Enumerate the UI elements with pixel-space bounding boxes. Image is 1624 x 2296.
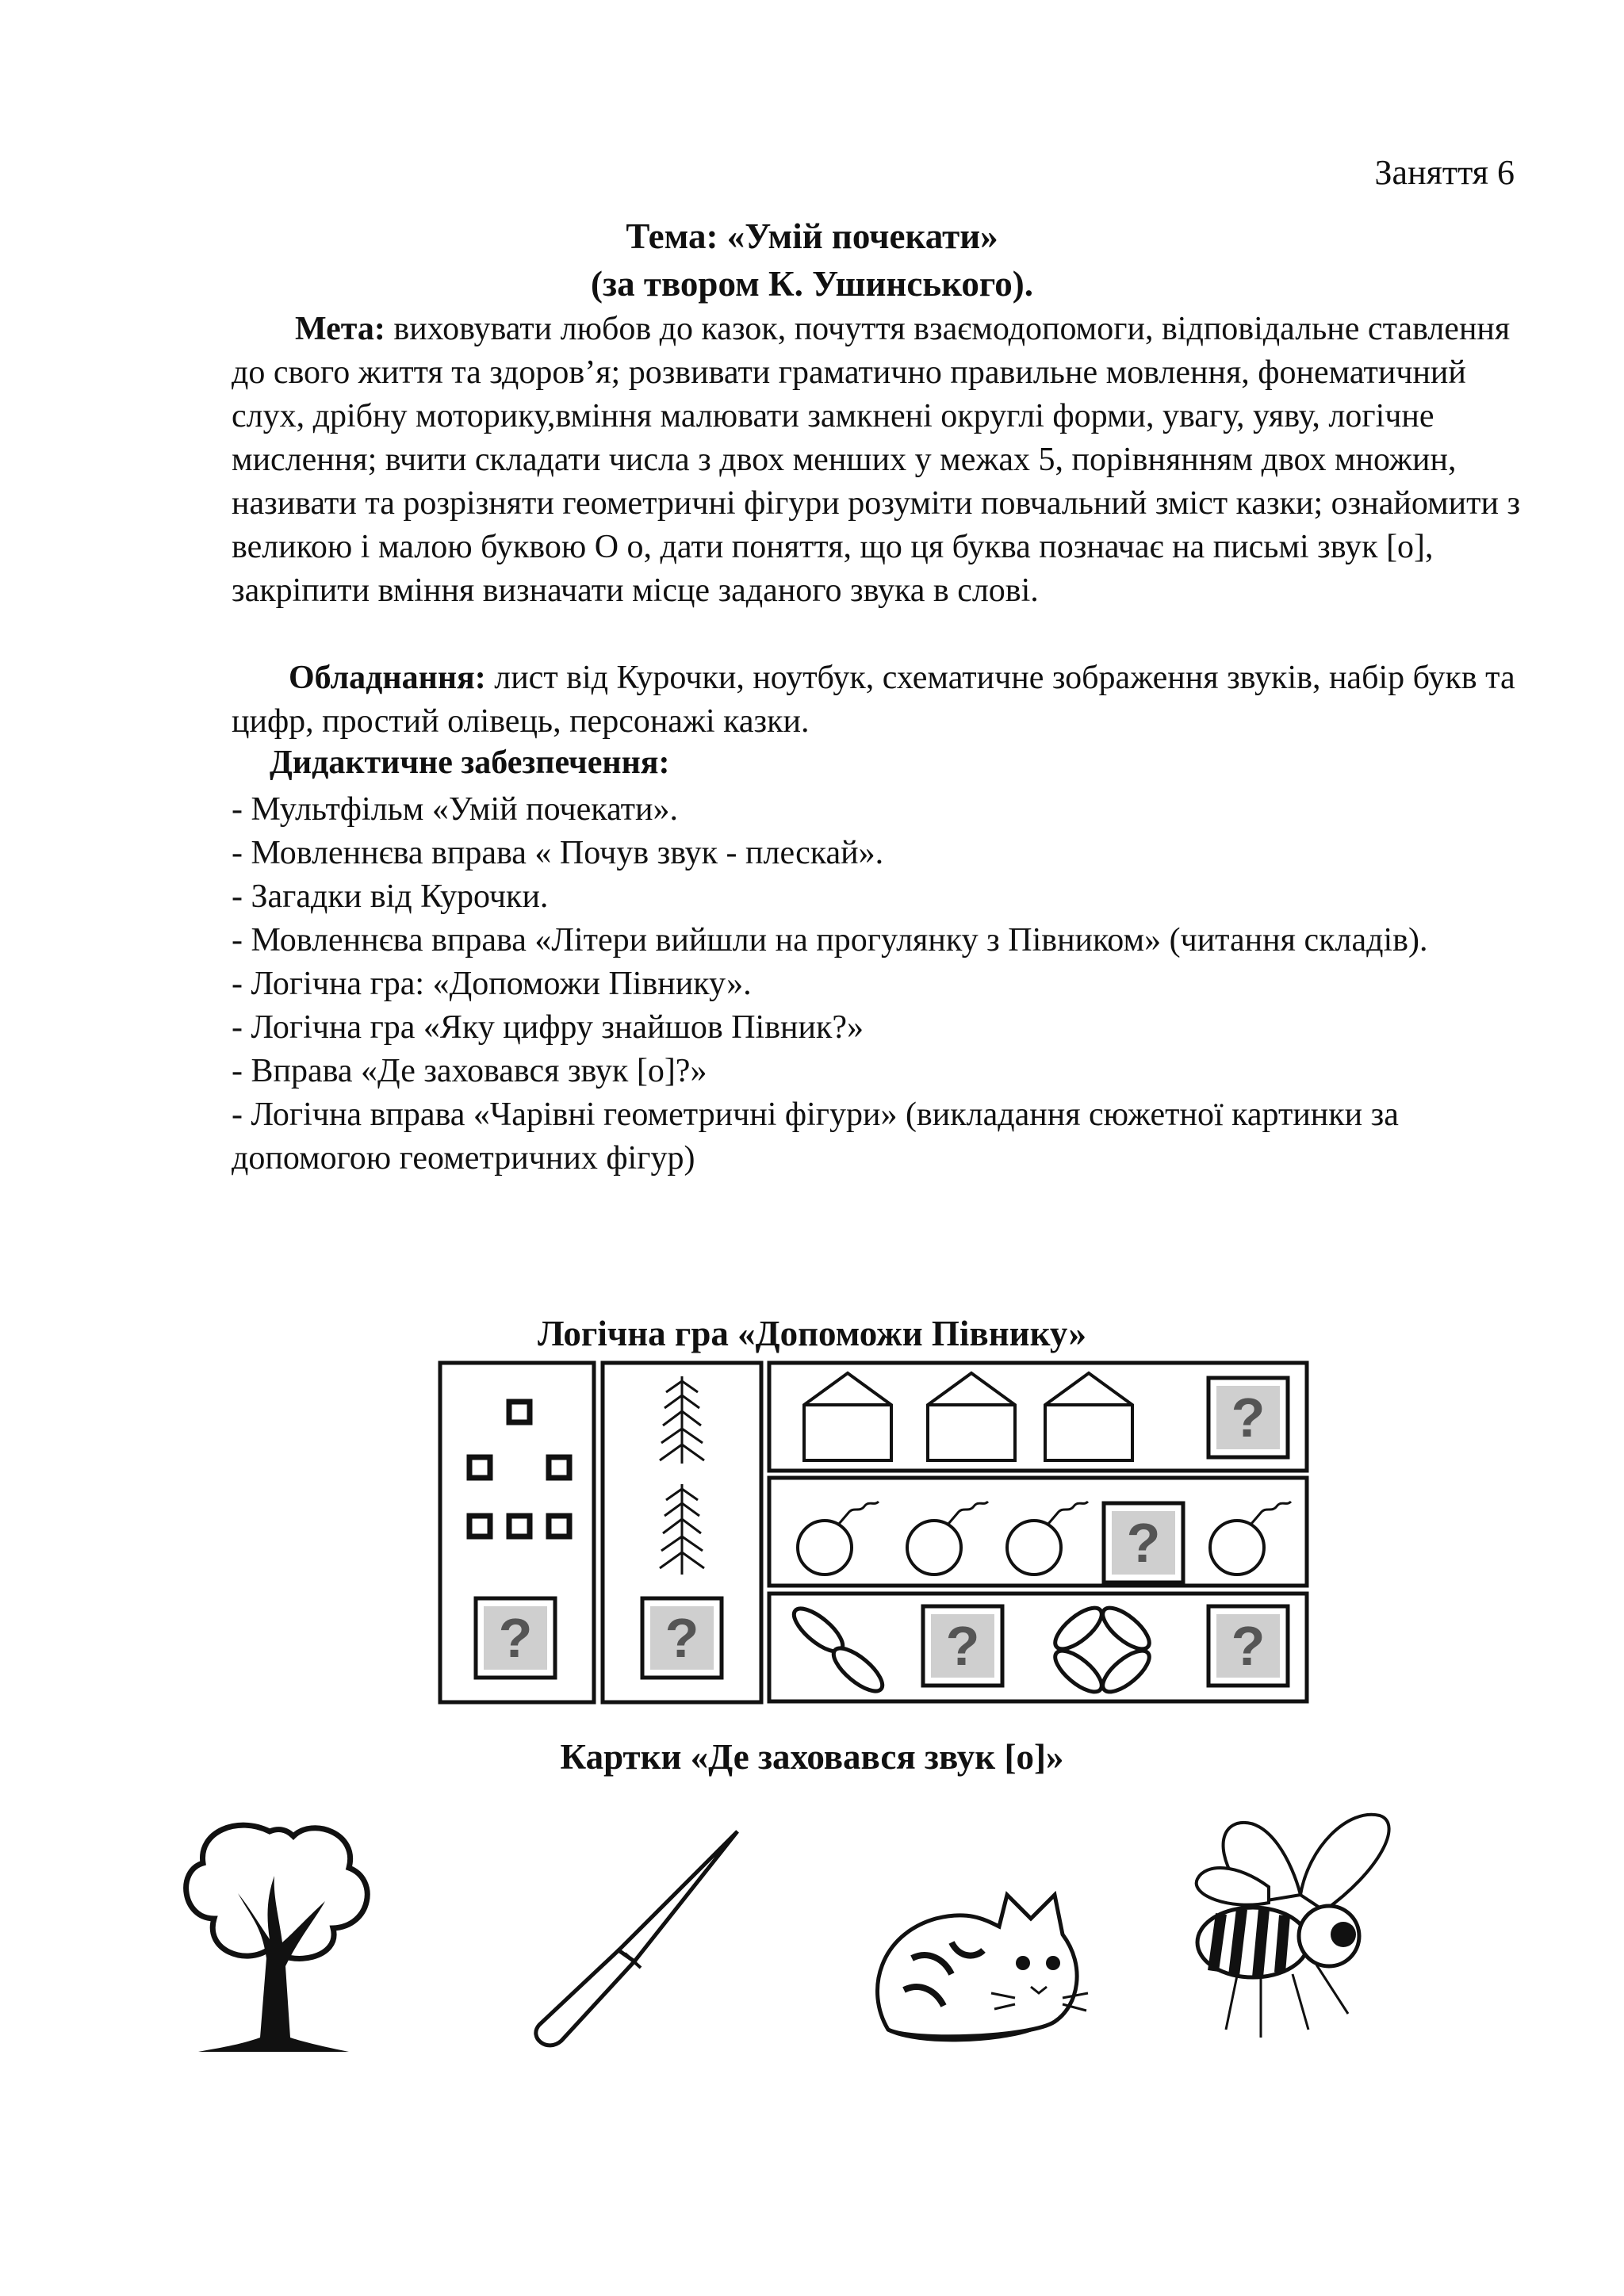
didactic-list (232, 788, 1524, 1181)
goal-text: виховувати любов до казок, почуття взаємодопомоги, відповідальне ставлення до свого життя та здоров’я; розвивати граматично правильне мовлення, фонематичний слух, дрібну моторику,вміння малювати замкнені округлі форми, увагу, уяву, логічне мислення; вчити складати числа з двох менших у межах 5, порівнянням двох множин, називати та розрізняти геометричні фігури розуміти повчальний зміст казки; ознайомити з великою і малою буквою О о, дати поняття, що ця буква позначає на письмі звук [о], закріпити вміння визначати місце заданого звука в слові. (232, 311, 1521, 609)
question-box (923, 1606, 1002, 1686)
squares-column (440, 1363, 594, 1702)
didactic-item: - Вправа «Де заховався звук [о]?» (232, 1053, 707, 1089)
logic-puzzle-figure (438, 1360, 1310, 1705)
bee-icon (1197, 1815, 1389, 2038)
equipment-paragraph (232, 656, 1524, 744)
bombs-row (769, 1478, 1307, 1586)
equipment-text: лист від Курочки, ноутбук, схематичне зображення звуків, набір букв та цифр, простий олівець, персонажі казки. (232, 660, 1515, 740)
lesson-number: Заняття 6 (1374, 153, 1515, 192)
didactic-item: - Мовленнєва вправа « Почув звук - плескай». (232, 835, 884, 871)
didactic-item: - Логічна гра «Яку цифру знайшов Півник?» (232, 1009, 864, 1046)
didactic-item: - Загадки від Курочки. (232, 878, 549, 915)
logic-game-title: Логічна гра «Допоможи Півнику» (538, 1314, 1086, 1353)
question-box (1104, 1503, 1183, 1582)
didactic-item: - Логічна вправа «Чарівні геометричні фігури» (викладання сюжетної картинки за допомогою геометричних фігур) (232, 1096, 1399, 1177)
equipment-label: Обладнання: (289, 660, 486, 696)
goal-label: Мета: (295, 311, 385, 347)
question-box (1208, 1378, 1288, 1457)
cards-pictures (0, 1800, 1624, 2061)
question-box (642, 1598, 722, 1678)
cards-title: Картки «Де заховався звук [о]» (560, 1737, 1064, 1777)
lesson-source: (за твором К. Ушинського). (591, 264, 1033, 304)
didactic-item: - Мультфільм «Умій почекати». (232, 791, 678, 828)
houses-row (769, 1363, 1307, 1471)
goal-paragraph (232, 308, 1524, 613)
question-box (476, 1598, 555, 1678)
tree-icon (186, 1825, 368, 2052)
didactic-item: - Логічна гра: «Допоможи Півнику». (232, 966, 752, 1002)
trees-column (603, 1363, 761, 1702)
ellipses-row (769, 1594, 1307, 1701)
didactic-heading: Дидактичне забезпечення: (270, 744, 670, 781)
cat-icon (878, 1895, 1089, 2040)
knife-icon (536, 1831, 737, 2045)
lesson-topic: Тема: «Умій почекати» (626, 216, 998, 256)
didactic-item: - Мовленнєва вправа «Літери вийшли на прогулянку з Півником» (читання складів). (232, 922, 1428, 959)
question-box (1208, 1606, 1288, 1686)
